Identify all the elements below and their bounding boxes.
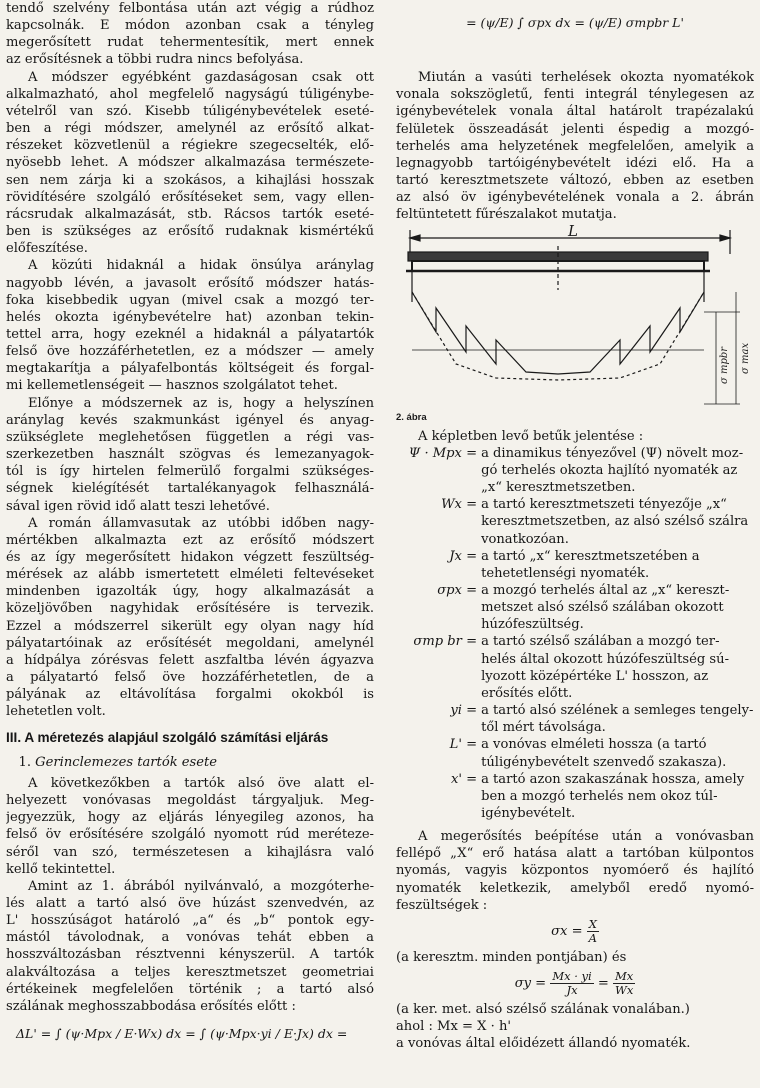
text-line: felső öve hozzáférhetetlen, ez a módszer — amely (6, 344, 374, 360)
fraction-numerator: Mx · yi (552, 969, 592, 984)
label-span-l: L (568, 223, 578, 240)
definition-symbol: Jx = (449, 548, 478, 564)
text-line: mindenben igazolták úgy, hogy alkalmazását a (6, 584, 374, 600)
equation-sigma-x (396, 918, 754, 945)
arrow-right-icon (720, 235, 730, 241)
text-line: lehetetlen volt. (6, 704, 106, 720)
fraction (613, 970, 635, 997)
text-line: részeket közvetlenül a régiekre szegecselték, elő- (6, 138, 374, 154)
text-line: pályatartóinak az erősítését megoldani, amelynél (6, 635, 374, 651)
section-heading: III. A méretezés alapjául szolgáló számítási eljárás (6, 729, 329, 745)
text-line: alkalmazható, ahol megfelelő nagyságú túligénybe- (6, 86, 374, 102)
definition-item (396, 633, 754, 702)
para-r2 (396, 828, 754, 914)
text-line: felületek összeadását jelenti éspedig a mozgó- (396, 121, 754, 137)
figure-2-drawing (396, 224, 754, 424)
para-7 (6, 878, 374, 1015)
text-line: felső öv erősítésére szolgáló nyomott rúd meréteze- (6, 827, 374, 843)
text-line: előfeszítése. (6, 241, 88, 257)
text-line: A román államvasutak az utóbbi időben nagy- (28, 515, 374, 531)
subsection-number: 1. (18, 754, 31, 770)
definition-text: a dinamikus tényezővel (Ψ) növelt moz-gó terhelés okozta hajlító nyomaték az „x“ keresztmetszetben. (481, 445, 744, 496)
definition-symbol: x' = (450, 771, 478, 787)
text-line: a hídpálya zórésvas felett aszfaltba lévén ágyazva (6, 652, 374, 668)
figure-2 (396, 224, 754, 424)
para-r1 (396, 69, 754, 223)
fraction-numerator: X (588, 916, 597, 931)
figure-caption: 2. ábra (396, 411, 427, 423)
text-line: rácsrudak alkalmazását, stb. Rácsos tartók eseté- (6, 206, 374, 222)
text-line: szerkezetben használt szögvas és lemezanyagok- (6, 447, 374, 463)
definitions-list (396, 445, 754, 822)
arrow-left-icon (410, 235, 420, 241)
text-line: A közúti hidaknál a hidak önsúlya aránylag (28, 258, 374, 274)
text-line: az erősítésnek a többi rudra nincs befolyása. (6, 52, 304, 68)
text-line: helés okozta igénybevételre hat) azonban tekin- (6, 309, 374, 325)
text-line: közeljövőben nagyhidak erősítésére is tervezik. (6, 601, 374, 617)
text-line: tartó keresztmetszete változó, ebben az esetben (396, 173, 754, 189)
text-line: foka kisebbedik ugyan (mivel csak a mozgó ter- (6, 292, 374, 308)
text-line: helyezett vonóvasas megoldást tárgyaljuk. Meg- (6, 793, 374, 809)
text-line: kapcsolnák. E módon azonban csak a tényleg (6, 18, 374, 34)
text-line: aránylag kevés szakmunkást igényel és anyag- (6, 412, 374, 428)
definition-item (396, 702, 754, 736)
text-line: sen nem zárja ki a szokásos, a kihajlási hosszak (6, 172, 374, 188)
definition-text: a tartó szélső szálában a mozgó ter-helés által okozott húzófeszültség sú-lyozott középértéke L' hosszon, az erősítés előtt. (481, 634, 729, 701)
equation-delta-l: ΔL' = ∫ (ψ·Mpx / E·Wx) dx = ∫ (ψ·Mpx·yi / E·Jx) dx = (16, 1026, 348, 1042)
definition-text: a tartó alsó szélének a semleges tengely-től mért távolsága. (481, 703, 754, 736)
text-line: hosszváltozásban résztvenni kényszerül. A tartók (6, 947, 374, 963)
text-line: Amint az 1. ábrából nyilvánvaló, a mozgóterhe- (28, 878, 374, 894)
text-line: pályának az eltávolítása forgalmi okokból is (6, 687, 374, 703)
text-line: vételről van szó. Kisebb túligénybevételek eseté- (6, 103, 374, 119)
text-line: az alsó öv igénybevételének vonala a 2. ábrán (396, 190, 754, 206)
definition-symbol: Ψ · Mpx = (408, 445, 478, 461)
text-line: rövidítésére szolgáló erősítéseket sem, vagy ellen- (6, 189, 374, 205)
text-line: alakváltozása a teljes keresztmetszet geometriai (6, 964, 374, 980)
definition-text: a mozgó terhelés által az „x“ kereszt-metszet alsó szélső szálában okozott húzófeszültség. (481, 582, 730, 633)
text-line: feszültségek : (396, 897, 488, 913)
text-line: jegyezzük, hogy az eljárás lényegileg azonos, ha (6, 810, 374, 826)
label-sigma-mpbr: σ mpbr (719, 346, 730, 384)
text-line: Ezzel a módszerrel sikerült egy olyan nagy híd (6, 618, 374, 634)
text-line: tendő szelvény felbontása után azt végig a rúdhoz (6, 1, 374, 16)
text-line: ben a régi módszer, amelynél az erősítő alkat- (6, 121, 374, 137)
text-line: Előnye a módszernek az is, hogy a helyszínen (28, 395, 374, 411)
text-line: mértékben alkalmazta ezt az erősítő módszert (6, 532, 374, 548)
definition-symbol: Wx = (441, 497, 478, 513)
text-line: ségnek kielégítését tartalékanyagok felhasználá- (6, 481, 374, 497)
text-line: (a ker. met. alsó szélső szálának vonalában.) (396, 1002, 690, 1018)
text-line: igénybevételek vonala által határolt trapézalakú (396, 104, 754, 120)
sigma-x-lhs: σx = (551, 923, 583, 939)
legend-intro: A képletben levő betűk jelentése : (418, 428, 644, 444)
definition-item (396, 771, 754, 822)
sawtooth-stress-line (412, 292, 704, 374)
definition-item (396, 736, 754, 770)
definition-symbol: σpx = (437, 582, 478, 598)
text-line: ben is szükséges az erősítő rudaknak kismértékű (6, 224, 374, 240)
definition-item (396, 548, 754, 582)
left-column (6, 0, 374, 1042)
text-line: feltüntetett fűrészalakot mutatja. (396, 207, 617, 223)
subsection-title: Gerinclemezes tartók esete (35, 754, 218, 770)
text-line: legnagyobb tartóigénybevételt idézi elő. Ha a (396, 155, 754, 171)
text-line: Miután a vasúti terhelések okozta nyomatékok (418, 70, 754, 86)
label-sigma-max: σ max (740, 342, 751, 374)
text-line: ahol : Mx = X · h' (396, 1019, 511, 1035)
para-3 (6, 257, 374, 394)
para-5 (6, 515, 374, 721)
text-line: értékeinek megfelelően történik ; a tartó alsó (6, 981, 374, 997)
text-line: nyösebb lehet. A módszer alkalmazása természete- (6, 155, 374, 171)
text-line: nyomás, vagyis központos nyomóerő és hajlító (396, 863, 754, 879)
definition-symbol: L' = (449, 737, 478, 753)
right-column (396, 0, 754, 1053)
definition-item (396, 496, 754, 547)
text-line: mi kellemetlenségeit — hasznos szolgálatot tehet. (6, 378, 338, 394)
definition-item (396, 445, 754, 496)
definition-text: a tartó keresztmetszeti tényezője „x“ keresztmetszetben, az alsó szélső szálra vonatkozóan. (481, 497, 749, 547)
definition-item (396, 582, 754, 633)
text-line: nagyobb lévén, a javasolt erősítő módszer hatás- (6, 275, 374, 291)
text-line: tettel arra, hogy ezeknél a hidaknál a pályatartók (6, 326, 374, 342)
para-6 (6, 775, 374, 878)
fraction-numerator: Mx (615, 969, 634, 984)
text-line: szálának meghosszabbodása erősítés előtt : (6, 998, 296, 1014)
subsection-heading (6, 754, 374, 771)
text-line: mástól távolodnak, a vonóvas tehát ebben a (6, 930, 374, 946)
text-line: tól is így hirtelen felmerülő forgalmi szükséges- (6, 464, 374, 480)
fraction-denominator: A (588, 930, 597, 945)
note-1: (a keresztm. minden pontjában) és (396, 949, 627, 965)
text-line: szükséglete meglehetősen független a régi vas- (6, 429, 374, 445)
text-line: terhelés ama helyzetének megfelelően, amelyik a (396, 138, 754, 154)
fraction (587, 918, 599, 945)
text-line: kellő tekintettel. (6, 861, 116, 877)
para-4 (6, 395, 374, 515)
para-1 (6, 0, 374, 69)
text-line: vonala sokszögletű, fenti integrál ténylegesen az (396, 87, 754, 103)
text-line: fellépő „X“ erő hatása alatt a tartóban külpontos (396, 846, 754, 862)
text-line: A megerősítés beépítése után a vonóvasban (418, 829, 754, 845)
text-line: a pályatartó felső öve hozzáférhetetlen, de a (6, 670, 374, 686)
text-line: a vonóvas által előidézett állandó nyomaték. (396, 1036, 691, 1052)
para-2 (6, 69, 374, 258)
fraction-denominator: Wx (615, 983, 634, 998)
fraction-denominator: Jx (566, 983, 578, 998)
text-line: A módszer egyébként gazdaságosan csak ott (28, 69, 374, 85)
definition-symbol: yi = (450, 703, 478, 719)
text-line: sával igen rövid idő alatt teszi lehetővé. (6, 498, 270, 514)
equation-sigma-y: σy = $\frac{Mx \cdot yi}{Jx}$ = $\frac{Mx}{Wx}$ (514, 969, 634, 998)
text-line: A következőkben a tartók alsó öve alatt el- (28, 775, 374, 791)
text-line: lés alatt a tartó alsó öve húzást szenvedvén, az (6, 895, 374, 911)
text-line: L' hosszúságot határoló „a“ és „b“ pontok egy- (6, 913, 374, 929)
note-2 (396, 1001, 754, 1052)
sigma-y-lhs: σy = (514, 976, 547, 992)
text-line: megtakarítja a pályafelbontás költségeit és forgal- (6, 361, 374, 377)
equation-top: = (ψ/E) ∫ σpx dx = (ψ/E) σmpbr L' (466, 15, 684, 30)
text-line: megerősített rudat tehermentesítik, mert ennek (6, 35, 374, 51)
text-line: séről van szó, természetesen a kihajlásra való (6, 844, 374, 860)
definition-text: a tartó azon szakaszának hossza, amely ben a mozgó terhelés nem okoz túl-igénybevételt. (481, 771, 745, 821)
definition-text: a tartó „x“ keresztmetszetében a tehetetlenségi nyomaték. (481, 548, 700, 581)
text-line: és az így megerősített hidakon végzett feszültség- (6, 550, 374, 565)
definition-symbol: σmp br = (413, 634, 478, 650)
text-line: mérések az alább ismertetett elméleti feltevéseket (6, 567, 374, 583)
definition-text: a vonóvas elméleti hossza (a tartó túligénybevételt szenvedő szakasza). (481, 737, 727, 770)
text-line: nyomaték keletkezik, amelyből eredő nyomó- (396, 880, 754, 896)
fraction (550, 970, 593, 997)
